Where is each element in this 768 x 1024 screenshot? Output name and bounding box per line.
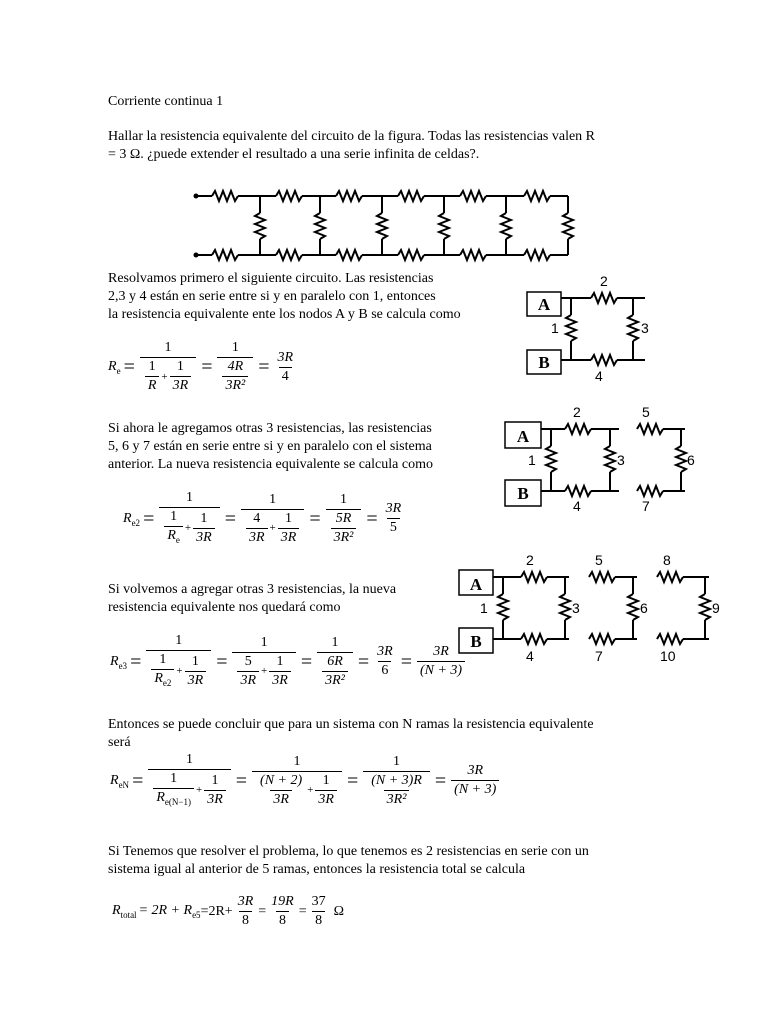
resistor-10-label: 10: [660, 648, 676, 664]
resistor: [276, 191, 302, 201]
circuit-one-cell: [525, 272, 685, 382]
section3-line-1: Si volvemos a agregar otras 3 resistencias, la nueva: [108, 582, 397, 597]
resistor-3: [605, 446, 615, 472]
section2-line-1: Si ahora le agregamos otras 3 resistencias, las resistencias: [108, 421, 432, 436]
section4-line-2: será: [108, 735, 131, 750]
resistor: [336, 250, 362, 260]
resistor: [212, 191, 238, 201]
resistor-1: [566, 315, 576, 341]
node-a-label: A: [469, 575, 483, 594]
section5-line-2: sistema igual al anterior de 5 ramas, entonces la resistencia total se calcula: [108, 862, 526, 877]
resistor-2-label: 2: [573, 404, 581, 420]
resistor: [255, 213, 265, 239]
resistor-5-label: 5: [595, 552, 603, 568]
resistor-1-label: 1: [480, 600, 488, 616]
resistor: [377, 213, 387, 239]
resistor-4-label: 4: [526, 648, 534, 664]
circuit-three-cells: [457, 550, 725, 665]
node-a-label: A: [516, 427, 530, 446]
resistor-7-label: 7: [642, 498, 650, 514]
resistor-2: [591, 293, 617, 303]
ladder-wires: [196, 191, 573, 260]
node-b-label: B: [470, 632, 482, 651]
resistor-9: [700, 594, 710, 620]
problem-line-2: = 3 Ω. ¿puede extender el resultado a una serie infinita de celdas?.: [108, 147, 480, 162]
resistor: [398, 250, 424, 260]
resistor-2-label: 2: [600, 273, 608, 289]
resistor: [501, 213, 511, 239]
resistor-6: [676, 446, 686, 472]
problem-line-1: Hallar la resistencia equivalente del circuito de la figura. Todas las resistencias valen R: [108, 129, 596, 144]
resistor-3: [560, 594, 570, 620]
equation-rtotal: $R_{total}$ = $2R + R_{e5}$ =2R+ $\frac{3R}{8}$ = $\frac{19R}{8}$ = $\frac{37}{8}$ Ω: [112, 894, 345, 928]
resistor-1: [498, 594, 508, 620]
resistor: [315, 213, 325, 239]
ladder-circuit-figure: [190, 185, 580, 270]
resistor-4: [591, 355, 617, 365]
equation-re3: $R_{e3}$ = 1 $\frac{1}{R_{e2}}$ + $\frac{1}{3R}$ = 1 $\frac{5}{3R}$ + $\frac{1}{3R}$ = $\frac{1}{\frac{6R}{\text{3R²}}}$ = $\frac{3R}{6}$ = $\frac{3R}{(N + 3)}$: [110, 633, 467, 691]
resistor-1-label: 1: [551, 320, 559, 336]
resistor-6-label: 6: [687, 452, 695, 468]
resistor-3-label: 3: [641, 320, 649, 336]
equation-re: $R_e$ = 1 $\frac{1}{R}$ + $\frac{1}{3R}$ = $\frac{1}{\frac{4R}{\text{3R²}}}$ = $\frac{3R}{4}$: [108, 340, 294, 393]
node-b-label: B: [517, 484, 529, 503]
resistor: [336, 191, 362, 201]
resistor: [563, 213, 573, 239]
resistor-2: [565, 424, 591, 434]
resistor-6-label: 6: [640, 600, 648, 616]
section2-line-3: anterior. La nueva resistencia equivalente se calcula como: [108, 457, 433, 472]
section1-line-2: 2,3 y 4 están en serie entre si y en paralelo con 1, entonces: [108, 289, 436, 304]
resistor-7: [637, 486, 663, 496]
resistor-2-label: 2: [526, 552, 534, 568]
resistor: [398, 191, 424, 201]
resistor-4: [565, 486, 591, 496]
equation-re2: $R_{e2}$ = 1 $\frac{1}{R_e}$ + $\frac{1}{3R}$ = 1 $\frac{4}{3R}$ + $\frac{1}{3R}$ = $\frac{1}{\frac{5R}{\text{3R²}}}$ = $\frac{3R}{5}$: [123, 490, 406, 548]
resistor-1-label: 1: [528, 452, 536, 468]
resistor: [212, 250, 238, 260]
resistor-3-label: 3: [572, 600, 580, 616]
terminal-node: [194, 253, 199, 258]
resistor-10: [657, 634, 683, 644]
section1-line-3: la resistencia equivalente ente los nodos A y B se calcula como: [108, 307, 461, 322]
resistor-3-label: 3: [617, 452, 625, 468]
section3-line-2: resistencia equivalente nos quedará como: [108, 600, 341, 615]
resistor-4-label: 4: [595, 368, 603, 384]
circuit-two-cells: [503, 402, 708, 514]
section2-line-2: 5, 6 y 7 están en serie entre si y en paralelo con el sistema: [108, 439, 432, 454]
equation-ren: $R_{eN}$ = 1 $\frac{1}{R_{e(N-1)}}$ + $\frac{1}{3R}$ = 1 $\frac{(N + 2)}{3R}$ + $\frac{1}{3R}$ = $\frac{1}{\frac{(N + 3)R}{\text{3R²}}}$ = $\frac{3R}{(N + 3)}$: [110, 752, 501, 810]
resistor: [524, 250, 550, 260]
section5-line-1: Si Tenemos que resolver el problema, lo que tenemos es 2 resistencias en serie con un: [108, 844, 589, 859]
document-title: Corriente continua 1: [108, 94, 224, 109]
resistor-8: [657, 572, 683, 582]
resistor: [460, 191, 486, 201]
resistor: [439, 213, 449, 239]
terminal-node: [194, 194, 199, 199]
resistor-6: [628, 594, 638, 620]
resistor: [524, 191, 550, 201]
resistor-8-label: 8: [663, 552, 671, 568]
resistor: [460, 250, 486, 260]
resistor-4-label: 4: [573, 498, 581, 514]
resistor-2: [521, 572, 547, 582]
resistor-7-label: 7: [595, 648, 603, 664]
section4-line-1: Entonces se puede concluir que para un sistema con N ramas la resistencia equivalente: [108, 717, 594, 732]
resistor-5-label: 5: [642, 404, 650, 420]
resistor-7: [589, 634, 615, 644]
resistor-4: [521, 634, 547, 644]
node-b-label: B: [538, 353, 550, 372]
resistor: [276, 250, 302, 260]
resistor-5: [589, 572, 615, 582]
resistor-3: [628, 315, 638, 341]
section1-line-1: Resolvamos primero el siguiente circuito. Las resistencias: [108, 271, 434, 286]
resistor-5: [637, 424, 663, 434]
resistor-1: [546, 446, 556, 472]
resistor-9-label: 9: [712, 600, 720, 616]
node-a-label: A: [537, 295, 551, 314]
